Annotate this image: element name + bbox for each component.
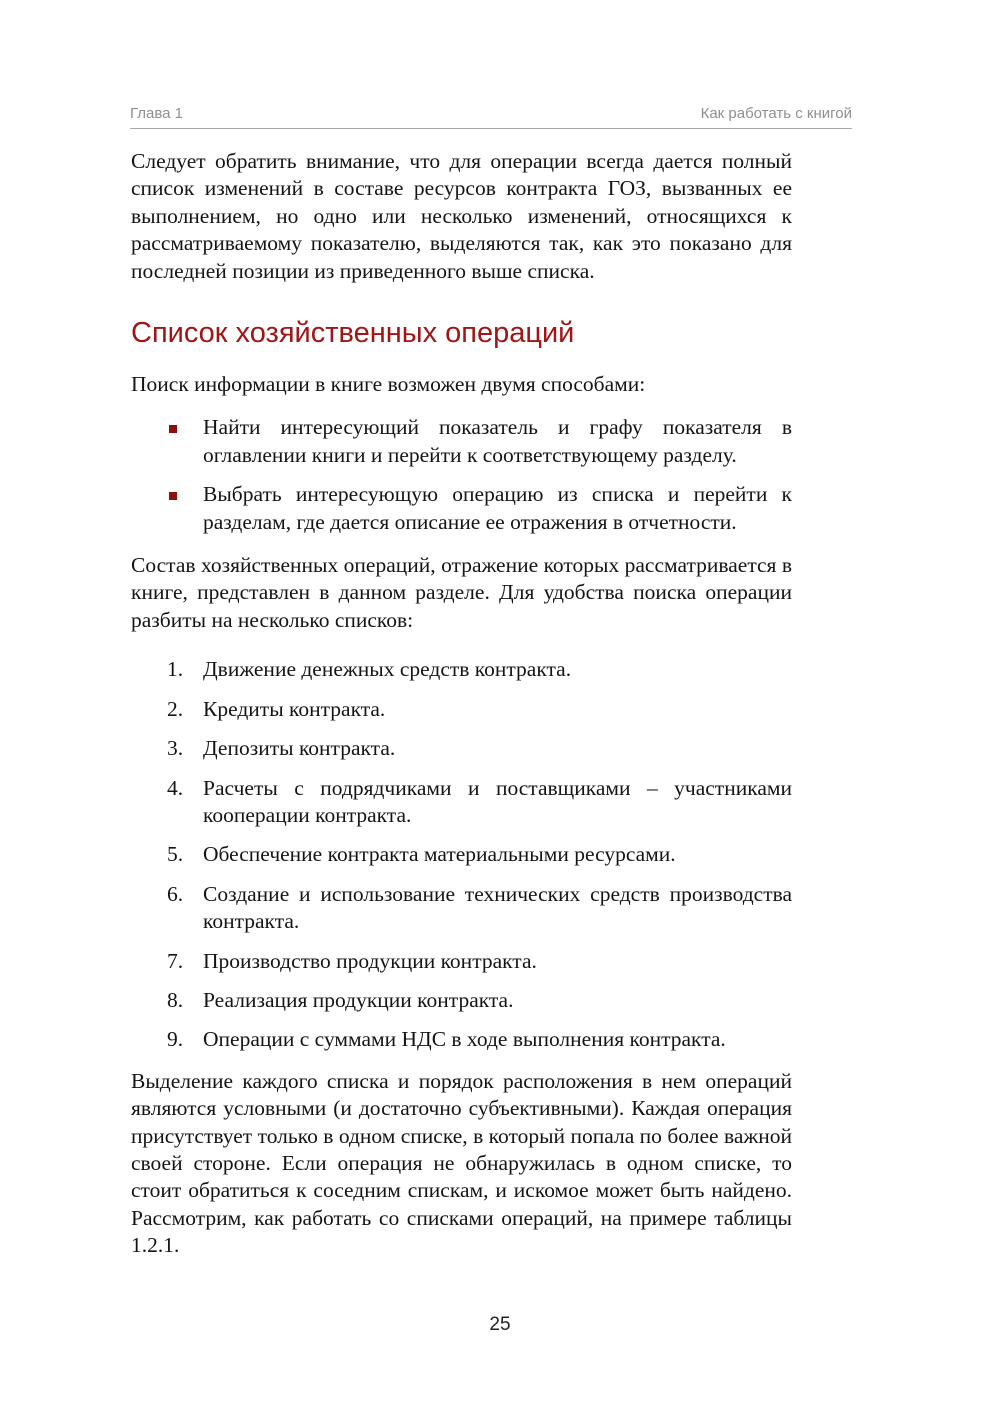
list-item bbox=[131, 735, 792, 762]
list-number: 7. bbox=[167, 948, 184, 973]
running-header bbox=[130, 102, 852, 129]
list-number: 8. bbox=[167, 987, 184, 1012]
list-number: 2. bbox=[167, 696, 184, 721]
square-bullet-icon bbox=[169, 492, 177, 500]
chapter-title: Как работать с книгой bbox=[700, 105, 852, 122]
list-item bbox=[131, 948, 792, 975]
list-text: Производство продукции контракта. bbox=[203, 948, 537, 973]
list-item bbox=[131, 841, 792, 868]
list-number: 1. bbox=[167, 657, 184, 682]
list-item bbox=[131, 775, 792, 830]
search-intro-paragraph: Поиск информации в книге возможен двумя способами: bbox=[131, 372, 646, 397]
list-item bbox=[131, 987, 792, 1014]
closing-paragraph: Выделение каждого списка и порядок расположения в нем операций являются условными (и достаточно субъективными). Каждая операция присутствует только в одном списке, в который попала по более важной своей стороне. Если операция не обнаружилась в одном списке, то стоит обратиться к соседним спискам, и искомое может быть найдено. Рассмотрим, как работать со списками операций, на примере таблицы 1.2.1. bbox=[131, 1068, 792, 1258]
list-item bbox=[131, 656, 792, 683]
list-number: 4. bbox=[167, 775, 184, 800]
square-bullet-icon bbox=[169, 425, 177, 433]
composition-paragraph: Состав хозяйственных операций, отражение которых рассматривается в книге, представлен в данном разделе. Для удобства поиска операции разбиты на несколько списков: bbox=[131, 553, 792, 632]
bullet-list bbox=[131, 414, 792, 536]
list-number: 9. bbox=[167, 1027, 184, 1052]
list-text: Депозиты контракта. bbox=[203, 736, 396, 761]
list-text: Движение денежных средств контракта. bbox=[203, 657, 572, 682]
list-text: Операции с суммами НДС в ходе выполнения контракта. bbox=[203, 1027, 726, 1052]
bullet-text: Выбрать интересующую операцию из списка и перейти к разделам, где дается описание ее отражения в отчетности. bbox=[203, 482, 792, 534]
list-text: Кредиты контракта. bbox=[203, 696, 386, 721]
page-number: 25 bbox=[489, 1314, 511, 1335]
intro-paragraph: Следует обратить внимание, что для операции всегда дается полный список изменений в составе ресурсов контракта ГОЗ, вызванных ее выполнением, но одно или несколько изменений, относящихся к рассматриваемому показателю, выделяются так, как это показано для последней позиции из приведенного выше списка. bbox=[131, 149, 792, 283]
bullet-item bbox=[131, 481, 792, 536]
list-number: 6. bbox=[167, 881, 184, 906]
chapter-label: Глава 1 bbox=[130, 105, 184, 122]
page-body bbox=[131, 148, 792, 1260]
list-item bbox=[131, 881, 792, 936]
list-number: 5. bbox=[167, 842, 184, 867]
bullet-item bbox=[131, 414, 792, 469]
list-text: Обеспечение контракта материальными ресурсами. bbox=[203, 842, 676, 867]
numbered-list bbox=[131, 656, 792, 1053]
list-text: Расчеты с подрядчиками и поставщиками – участниками кооперации контракта. bbox=[203, 775, 792, 827]
list-text: Создание и использование технических средств производства контракта. bbox=[203, 881, 792, 934]
list-item bbox=[131, 696, 792, 723]
bullet-text: Найти интересующий показатель и графу показателя в оглавлении книги и перейти к соответствующему разделу. bbox=[203, 415, 792, 467]
list-number: 3. bbox=[167, 736, 184, 761]
list-item bbox=[131, 1026, 792, 1053]
section-heading: Список хозяйственных операций bbox=[131, 317, 575, 350]
list-text: Реализация продукции контракта. bbox=[203, 987, 514, 1012]
